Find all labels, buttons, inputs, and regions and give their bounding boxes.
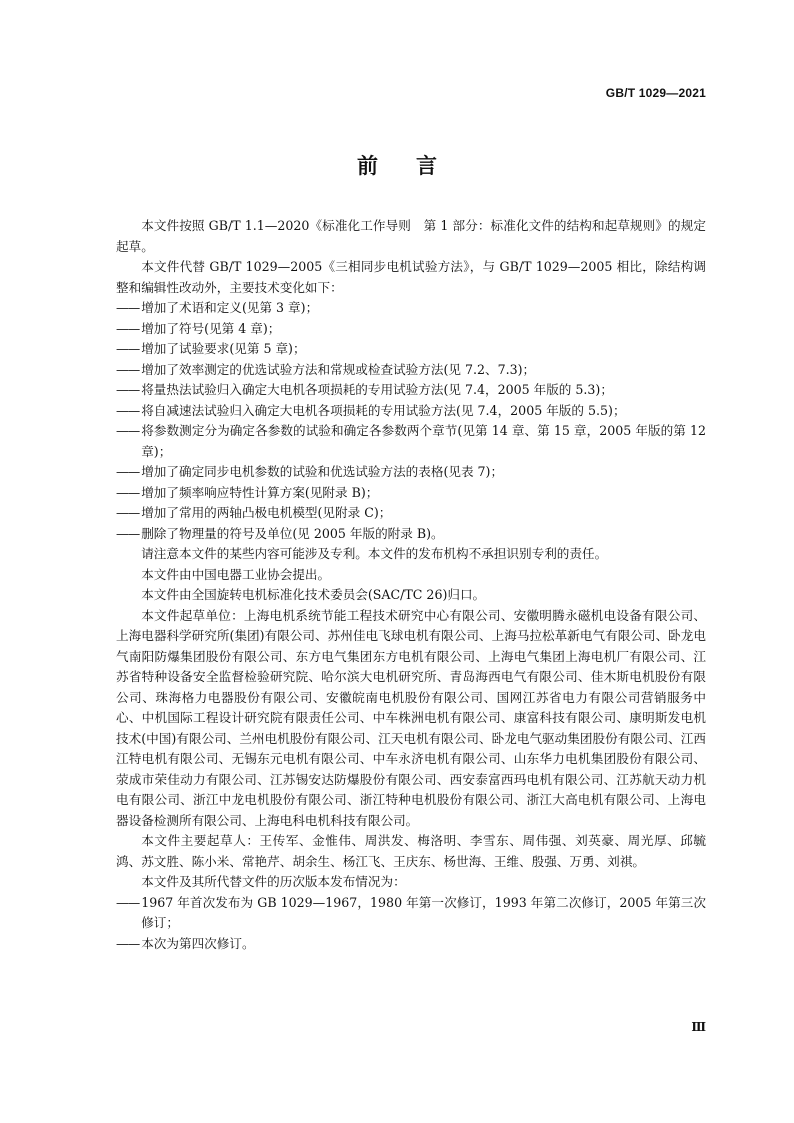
list-item (116, 483, 706, 504)
list-item (116, 401, 706, 422)
dash: —— (116, 300, 140, 315)
foreword-body (116, 216, 706, 954)
dash: —— (116, 361, 140, 377)
paragraph-history-intro: 本文件及其所代替文件的历次版本发布情况为： (141, 874, 406, 889)
dash: —— (116, 484, 140, 500)
dash: —— (116, 402, 140, 418)
list-item-text: 将参数测定分为确定各参数的试验和确定各参数两个章节(见第 14 章、第 15 章，2005 年版的第 12 章)； (141, 423, 706, 459)
list-item (116, 934, 706, 955)
list-item-text: 增加了频率响应特性计算方案(见附录 B)； (141, 484, 379, 500)
list-item-text: 本次为第四次修订。 (141, 935, 255, 951)
list-item-text: 将自减速法试验归入确定大电机各项损耗的专用试验方法(见 7.4，2005 年版的 5.5)； (141, 402, 626, 418)
dash: —— (116, 525, 140, 541)
dash: —— (116, 894, 140, 910)
list-item (116, 339, 706, 360)
dash: —— (116, 382, 140, 397)
paragraph-drafters: 本文件主要起草人：王传军、金惟伟、周洪发、梅洛明、李雪东、周伟强、刘英豪、周光厚、邱毓鸿、苏文胜、陈小米、常艳芹、胡余生、杨江飞、王庆东、杨世海、王维、殷强、万勇、刘祺。 (116, 833, 706, 869)
dash: —— (116, 320, 140, 336)
paragraph-replacement: 本文件代替 GB/T 1029—2005《三相同步电机试验方法》，与 GB/T 1029—2005 相比，除结构调整和编辑性改动外，主要技术变化如下： (116, 259, 706, 295)
list-item (116, 360, 706, 381)
paragraph-patent-notice: 请注意本文件的某些内容可能涉及专利。本文件的发布机构不承担识别专利的责任。 (141, 546, 608, 561)
list-item (116, 524, 706, 545)
list-item-text: 将量热法试验归入确定大电机各项损耗的专用试验方法(见 7.4，2005 年版的 5.3)； (141, 382, 613, 397)
list-item-text: 删除了物理量的符号及单位(见 2005 年版的附录 B)。 (141, 525, 444, 541)
paragraph-drafting-units: 本文件起草单位：上海电机系统节能工程技术研究中心有限公司、安徽明腾永磁机电设备有限公司、上海电器科学研究所(集团)有限公司、苏州佳电飞球电机有限公司、上海马拉松革新电气有限公司、卧龙电气南阳防爆集团股份有限公司、东方电气集团东方电机有限公司、上海电气集团上海电机厂有限公司、江苏省特种设备安全监督检验研究院、哈尔滨大电机研究所、青岛海西电气有限公司、佳木斯电机股份有限公司、珠海格力电器股份有限公司、安徽皖南电机股份有限公司、国网江苏省电力有限公司营销服务中心、中机国际工程设计研究院有限责任公司、中车株洲电机有限公司、康富科技有限公司、康明斯发电机技术(中国)有限公司、兰州电机股份有限公司、江天电机有限公司、卧龙电气驱动集团股份有限公司、江西江特电机有限公司、无锡东元电机有限公司、中车永济电机有限公司、山东华力电机集团股份有限公司、荥成市荣佳动力有限公司、江苏锡安达防爆股份有限公司、西安泰富西玛电机有限公司、江苏航天动力机电有限公司、浙江中龙电机股份有限公司、浙江特种电机股份有限公司、浙江大高电机有限公司、上海电器设备检测所有限公司、上海电科电机科技有限公司。 (116, 607, 706, 828)
list-item (116, 421, 706, 462)
history-list (116, 893, 706, 955)
list-item-text: 1967 年首次发布为 GB 1029—1967，1980 年第一次修订，1993 年第二次修订，2005 年第三次修订； (141, 894, 706, 930)
list-item-text: 增加了符号(见第 4 章)； (141, 320, 281, 336)
dash: —— (116, 423, 140, 438)
paragraph-drafting-rules: 本文件按照 GB/T 1.1—2020《标准化工作导则 第 1 部分：标准化文件的结构和起草规则》的规定起草。 (116, 218, 706, 254)
list-item-text: 增加了效率测定的优选试验方法和常规或检查试验方法(见 7.2、7.3)； (141, 361, 536, 377)
paragraph-committee: 本文件由全国旋转电机标准化技术委员会(SAC/TC 26)归口。 (141, 587, 486, 602)
list-item (116, 298, 706, 319)
list-item-text: 增加了术语和定义(见第 3 章)； (141, 300, 319, 315)
list-item (116, 893, 706, 934)
dash: —— (116, 341, 140, 356)
paragraph-proposer: 本文件由中国电器工业协会提出。 (141, 566, 331, 582)
list-item-text: 增加了确定同步电机参数的试验和优选试验方法的表格(见表 7)； (141, 464, 504, 479)
page-number: Ⅲ (691, 1020, 706, 1034)
list-item-text: 增加了试验要求(见第 5 章)； (141, 341, 306, 356)
list-item (116, 380, 706, 401)
dash: —— (116, 935, 140, 951)
standard-code: GB/T 1029—2021 (605, 86, 706, 100)
page-title: 前言 (357, 154, 475, 178)
dash: —— (116, 505, 140, 520)
list-item (116, 503, 706, 524)
changes-list (116, 298, 706, 544)
list-item (116, 319, 706, 340)
dash: —— (116, 464, 140, 479)
list-item-text: 增加了常用的两轴凸极电机模型(见附录 C)； (141, 505, 392, 520)
list-item (116, 462, 706, 483)
